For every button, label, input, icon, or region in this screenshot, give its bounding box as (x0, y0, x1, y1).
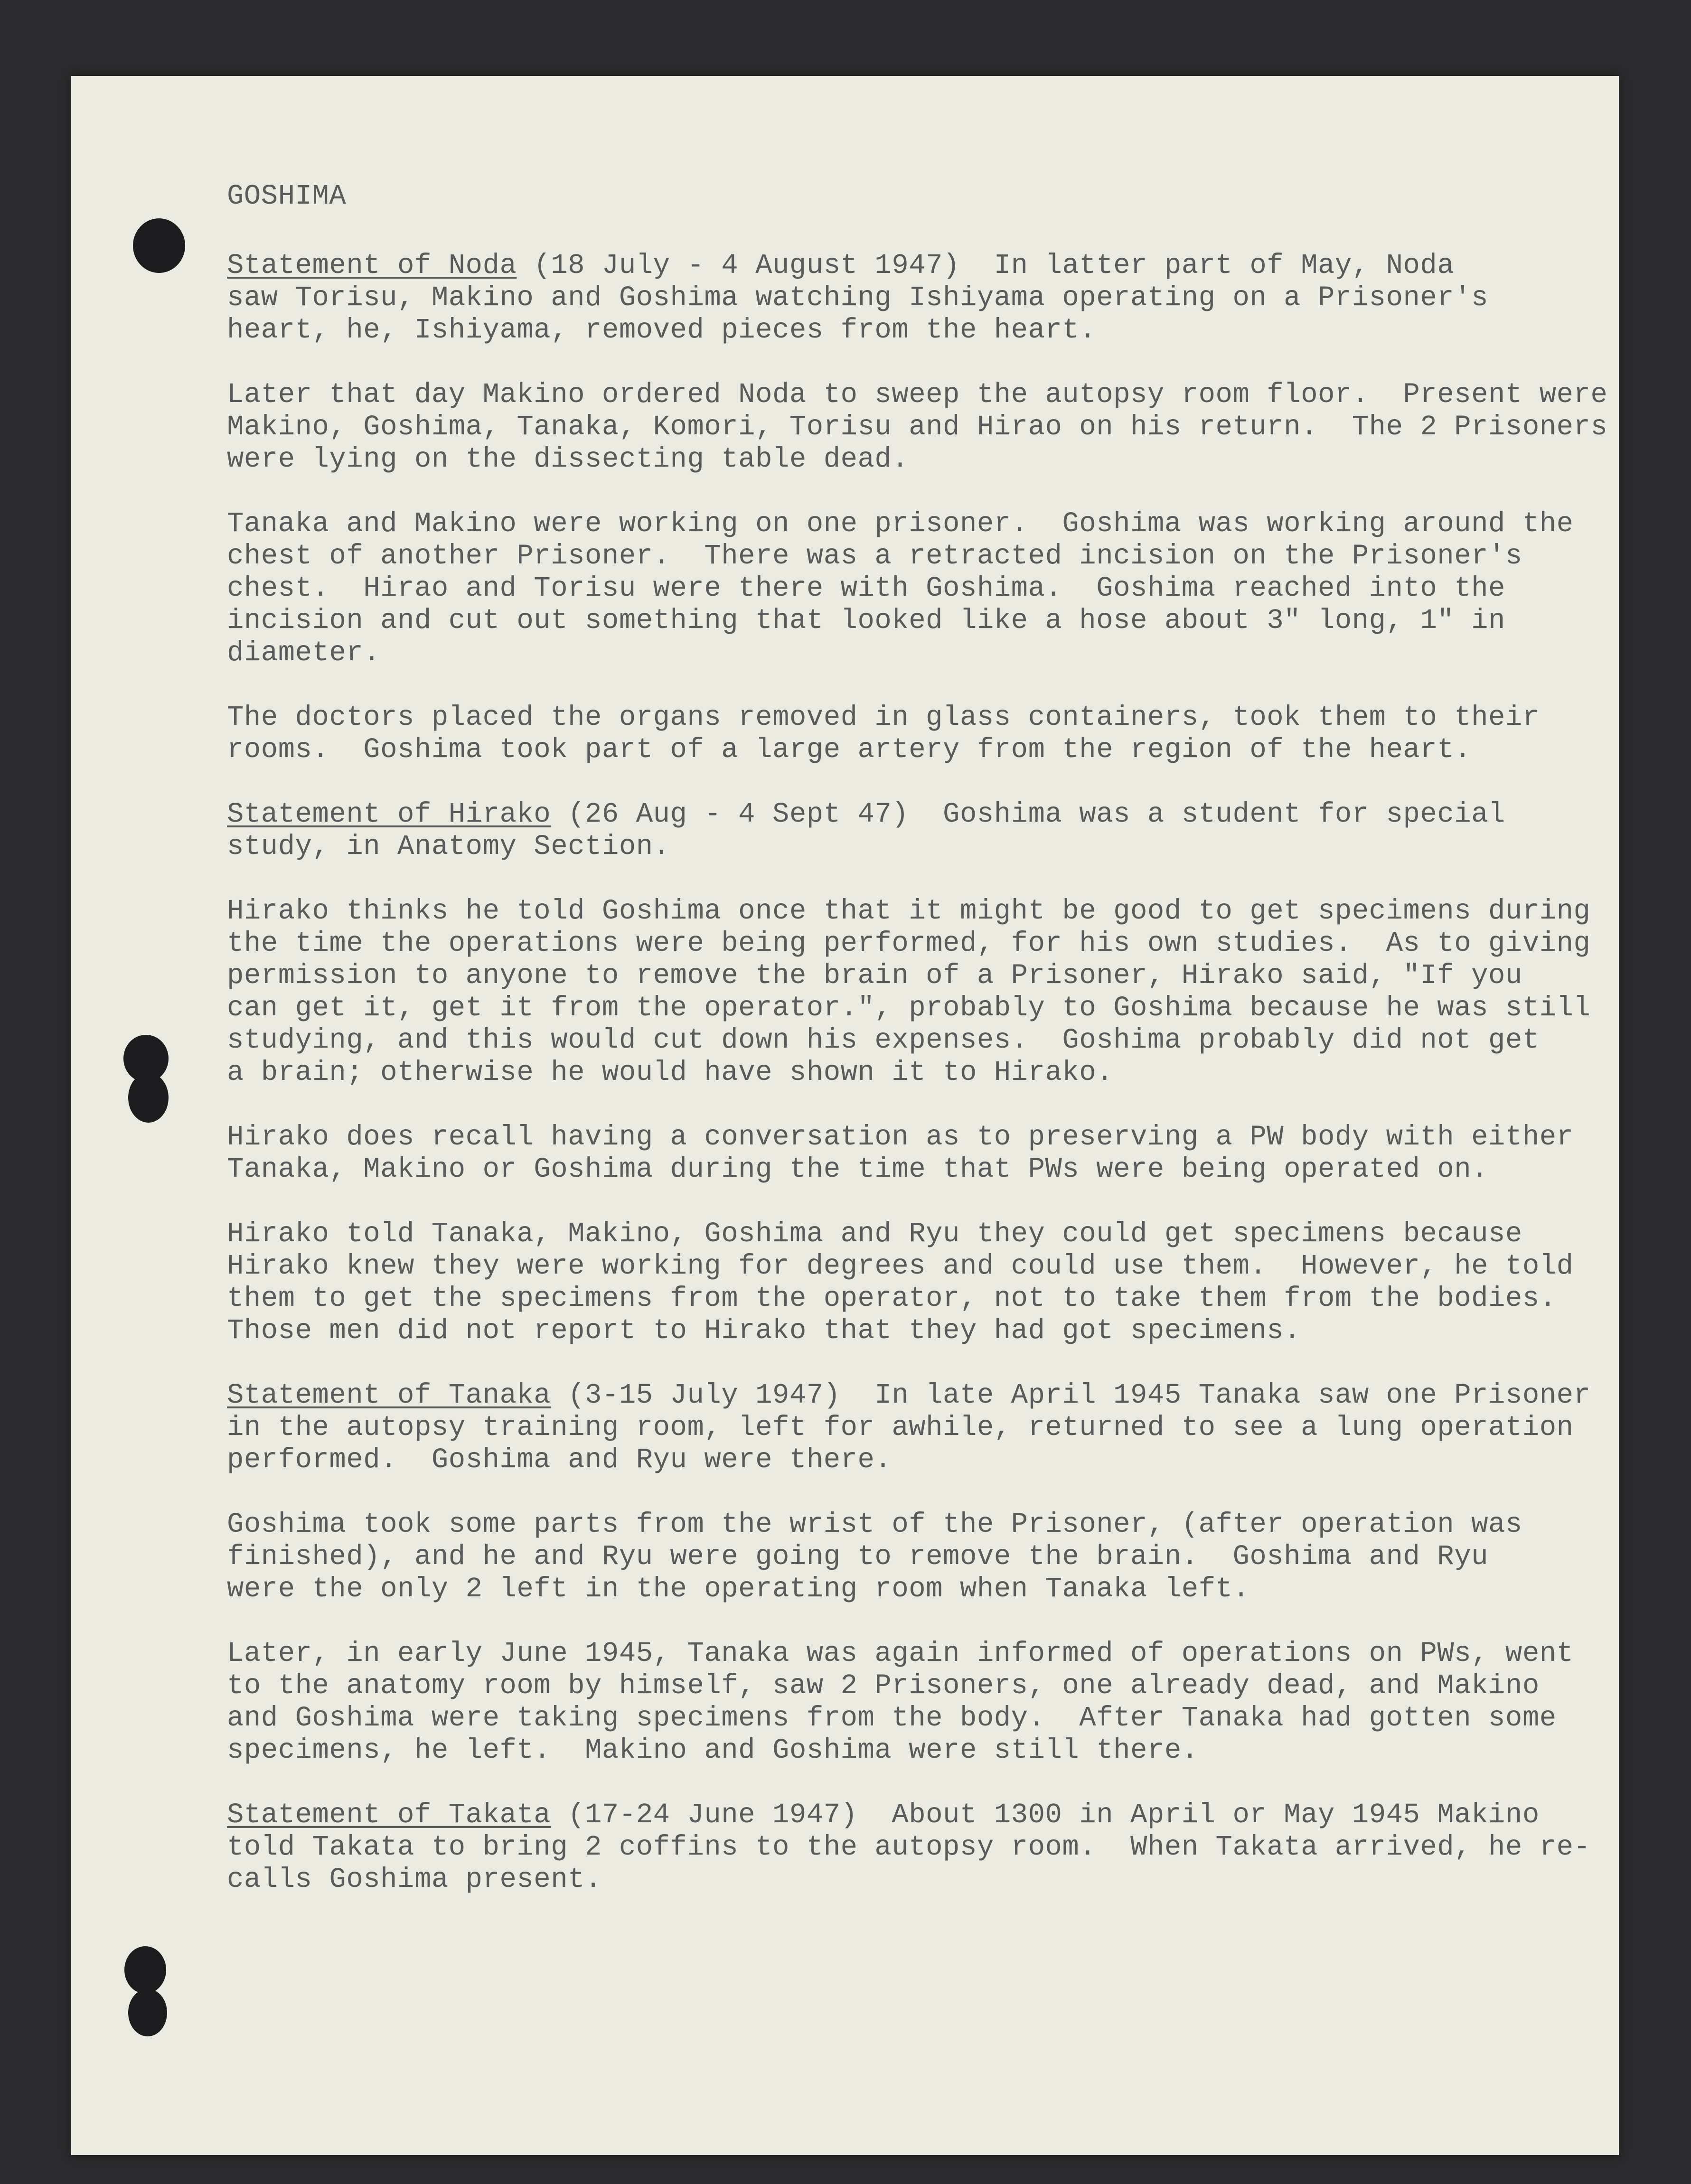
line-text: chest. Hirao and Torisu were there with Goshima. Goshima reached into the (227, 572, 1505, 604)
punch-hole (133, 218, 185, 273)
line-text: them to get the specimens from the operator, not to take them from the bodies. (227, 1283, 1557, 1314)
paragraph (227, 1509, 1551, 1605)
paragraph-list (227, 250, 1608, 1896)
statement-title: Statement of Takata (227, 1799, 551, 1831)
typed-text-body (227, 104, 1608, 1896)
text-line (227, 1218, 1551, 1250)
text-line (227, 798, 1551, 831)
paragraph (227, 508, 1574, 669)
line-text: the time the operations were being performed, for his own studies. As to giving (227, 928, 1591, 959)
text-line (227, 1024, 1551, 1057)
paragraph (227, 1379, 1591, 1476)
text-line (227, 1315, 1551, 1347)
line-text: told Takata to bring 2 coffins to the autopsy room. When Takata arrived, he re- (227, 1831, 1591, 1863)
statement-title: Statement of Noda (227, 250, 517, 281)
line-text: specimens, he left. Makino and Goshima were still there. (227, 1734, 1199, 1766)
text-line (227, 1250, 1574, 1283)
text-line (227, 572, 1551, 605)
line-text: and Goshima were taking specimens from the body. After Tanaka had gotten some (227, 1702, 1557, 1734)
text-line (227, 1831, 1591, 1864)
line-text: were lying on the dissecting table dead. (227, 443, 909, 475)
line-text: Hirako does recall having a conversation as to preserving a PW body with either (227, 1121, 1574, 1153)
punch-hole (128, 1989, 167, 2036)
punch-hole (124, 1946, 166, 1994)
text-line (227, 960, 1551, 992)
text-line (227, 992, 1591, 1024)
statement-title: Statement of Tanaka (227, 1379, 551, 1411)
text-line (227, 1734, 1551, 1767)
line-text: (18 July - 4 August 1947) In latter part of May, Noda (517, 250, 1455, 281)
text-line (227, 1702, 1557, 1734)
line-text: Hirako thinks he told Goshima once that it might be good to get specimens during (227, 895, 1591, 927)
text-line (227, 314, 1551, 347)
paragraph (227, 895, 1591, 1089)
line-text: finished), and he and Ryu were going to remove the brain. Goshima and Ryu (227, 1541, 1489, 1573)
line-text: Hirako told Tanaka, Makino, Goshima and Ryu they could get specimens because (227, 1218, 1522, 1250)
text-line (227, 282, 1551, 314)
text-line (227, 1573, 1551, 1605)
line-text: performed. Goshima and Ryu were there. (227, 1444, 892, 1476)
line-text: to the anatomy room by himself, saw 2 Prisoners, one already dead, and Makino (227, 1670, 1540, 1702)
line-text: Hirako knew they were working for degrees and could use them. However, he told (227, 1250, 1574, 1282)
line-text: Those men did not report to Hirako that they had got specimens. (227, 1315, 1301, 1347)
text-line (227, 1412, 1574, 1444)
line-text: Tanaka, Makino or Goshima during the time that PWs were being operated on. (227, 1153, 1489, 1185)
text-line (227, 1670, 1551, 1702)
text-line (227, 1864, 1551, 1896)
line-text: (17-24 June 1947) About 1300 in April or May 1945 Makino (551, 1799, 1540, 1831)
line-text: Later, in early June 1945, Tanaka was again informed of operations on PWs, went (227, 1638, 1574, 1669)
text-line (227, 1541, 1551, 1573)
paragraph (227, 379, 1608, 476)
punch-hole (128, 1073, 169, 1123)
line-text: in the autopsy training room, left for awhile, returned to see a lung operation (227, 1412, 1574, 1444)
text-line (227, 928, 1591, 960)
line-text: were the only 2 left in the operating room when Tanaka left. (227, 1573, 1250, 1605)
line-text: incision and cut out something that looked like a hose about 3" long, 1" in (227, 605, 1505, 637)
paragraph (227, 1218, 1574, 1347)
text-line (227, 1153, 1551, 1186)
paragraph (227, 250, 1551, 347)
text-line (227, 1444, 1551, 1476)
text-line (227, 1638, 1574, 1670)
line-text: The doctors placed the organs removed in glass containers, took them to their (227, 702, 1540, 733)
paragraph (227, 798, 1551, 863)
text-line (227, 605, 1551, 637)
text-line (227, 411, 1608, 443)
text-line (227, 1121, 1574, 1153)
document-heading: GOSHIMA (227, 180, 347, 212)
text-line (227, 831, 1551, 863)
line-text: permission to anyone to remove the brain of a Prisoner, Hirako said, "If you (227, 960, 1522, 992)
text-line (227, 443, 1551, 476)
paragraph (227, 702, 1551, 766)
line-text: rooms. Goshima took part of a large artery from the region of the heart. (227, 734, 1472, 766)
text-line (227, 1799, 1551, 1831)
paragraph (227, 1799, 1591, 1896)
text-line (227, 540, 1551, 572)
line-text: Later that day Makino ordered Noda to sweep the autopsy room floor. Present were (227, 379, 1608, 411)
line-text: calls Goshima present. (227, 1864, 602, 1895)
text-line (227, 895, 1591, 928)
text-line (227, 1283, 1557, 1315)
line-text: Makino, Goshima, Tanaka, Komori, Torisu and Hirao on his return. The 2 Prisoners (227, 411, 1608, 443)
line-text: chest of another Prisoner. There was a retracted incision on the Prisoner's (227, 540, 1522, 572)
line-text: heart, he, Ishiyama, removed pieces from the heart. (227, 314, 1097, 346)
line-text: can get it, get it from the operator.", probably to Goshima because he was still (227, 992, 1591, 1024)
statement-title: Statement of Hirako (227, 798, 551, 830)
line-text: a brain; otherwise he would have shown it to Hirako. (227, 1057, 1114, 1088)
line-text: Goshima took some parts from the wrist of the Prisoner, (after operation was (227, 1509, 1522, 1540)
line-text: (26 Aug - 4 Sept 47) Goshima was a student for special (551, 798, 1505, 830)
line-text: studying, and this would cut down his expenses. Goshima probably did not get (227, 1024, 1540, 1056)
line-text: diameter. (227, 637, 381, 669)
text-line (227, 250, 1551, 282)
text-line (227, 637, 1551, 669)
line-text: (3-15 July 1947) In late April 1945 Tanaka saw one Prisoner (551, 1379, 1591, 1411)
text-line (227, 508, 1574, 540)
text-line (227, 1057, 1551, 1089)
paragraph (227, 1121, 1574, 1186)
line-text: Tanaka and Makino were working on one prisoner. Goshima was working around the (227, 508, 1574, 540)
text-line (227, 1379, 1591, 1412)
text-line (227, 734, 1551, 766)
text-line (227, 1509, 1551, 1541)
line-text: saw Torisu, Makino and Goshima watching Ishiyama operating on a Prisoner's (227, 282, 1489, 314)
line-text: study, in Anatomy Section. (227, 831, 670, 862)
text-line (227, 379, 1608, 411)
text-line (227, 702, 1551, 734)
paragraph (227, 1638, 1574, 1767)
